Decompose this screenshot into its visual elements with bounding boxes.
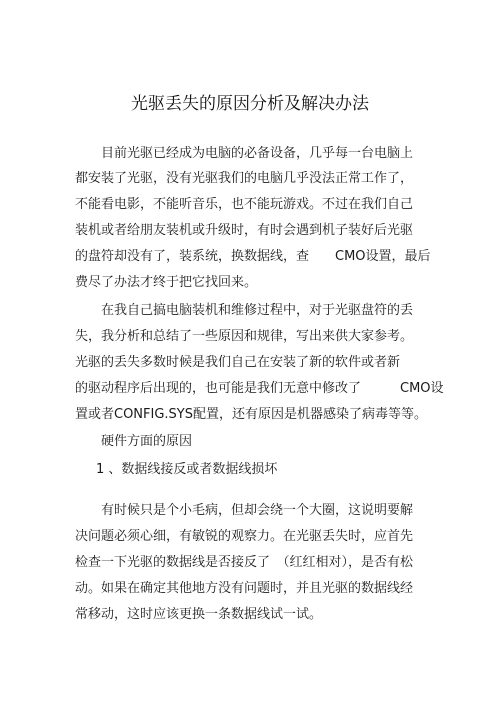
paragraph-line: 置或者CONFIG.SYS配置，还有原因是机器感染了病毒等等。 [75,407,427,422]
paragraph-line: 动。如果在确定其他地方没有问题时，并且光驱的数据线经 [75,581,414,596]
paragraph-line: 有时候只是个小毛病，但却会绕一个大圈，这说明要解 [101,503,414,518]
paragraph-line: 在我自己搞电脑装机和维修过程中，对于光驱盘符的丢 [101,303,414,318]
paragraph-line: 的驱动程序后出现的，也可能是我们无意中修改了 CMO设 [75,381,444,396]
paragraph-line: 常移动，这时应该更换一条数据线试一试。 [75,607,323,622]
paragraph-line: 都安装了光驱，没有光驱我们的电脑几乎没法正常工作了， [75,171,414,186]
paragraph-line: 光驱的丢失多数时候是我们自己在安装了新的软件或者新 [75,355,401,370]
paragraph-line: 检查一下光驱的数据线是否接反了 （红红相对），是否有松 [75,555,414,570]
paragraph-line: 的盘符却没有了，装系统，换数据线，查 CMO设置，最后 [75,249,431,264]
paragraph-line: 失，我分析和总结了一些原因和规律，写出来供大家参考。 [75,329,414,344]
paragraph-line: 决问题必须心细，有敏锐的观察力。在光驱丢失时，应首先 [75,529,414,544]
paragraph-line: 不能看电影，不能听音乐，也不能玩游戏。不过在我们自己 [75,197,414,212]
document-title: 光驱丢失的原因分析及解决办法 [131,94,369,114]
subsection-heading: 1 、数据线接反或者数据线损坏 [96,462,278,477]
section-heading: 硬件方面的原因 [101,434,193,449]
paragraph-line: 费尽了办法才终于把它找回来。 [75,275,258,290]
paragraph-line: 装机或者给朋友装机或升级时，有时会遇到机子装好后光驱 [75,223,414,238]
paragraph-line: 目前光驱已经成为电脑的必备设备，几乎每一台电脑上 [101,146,414,161]
